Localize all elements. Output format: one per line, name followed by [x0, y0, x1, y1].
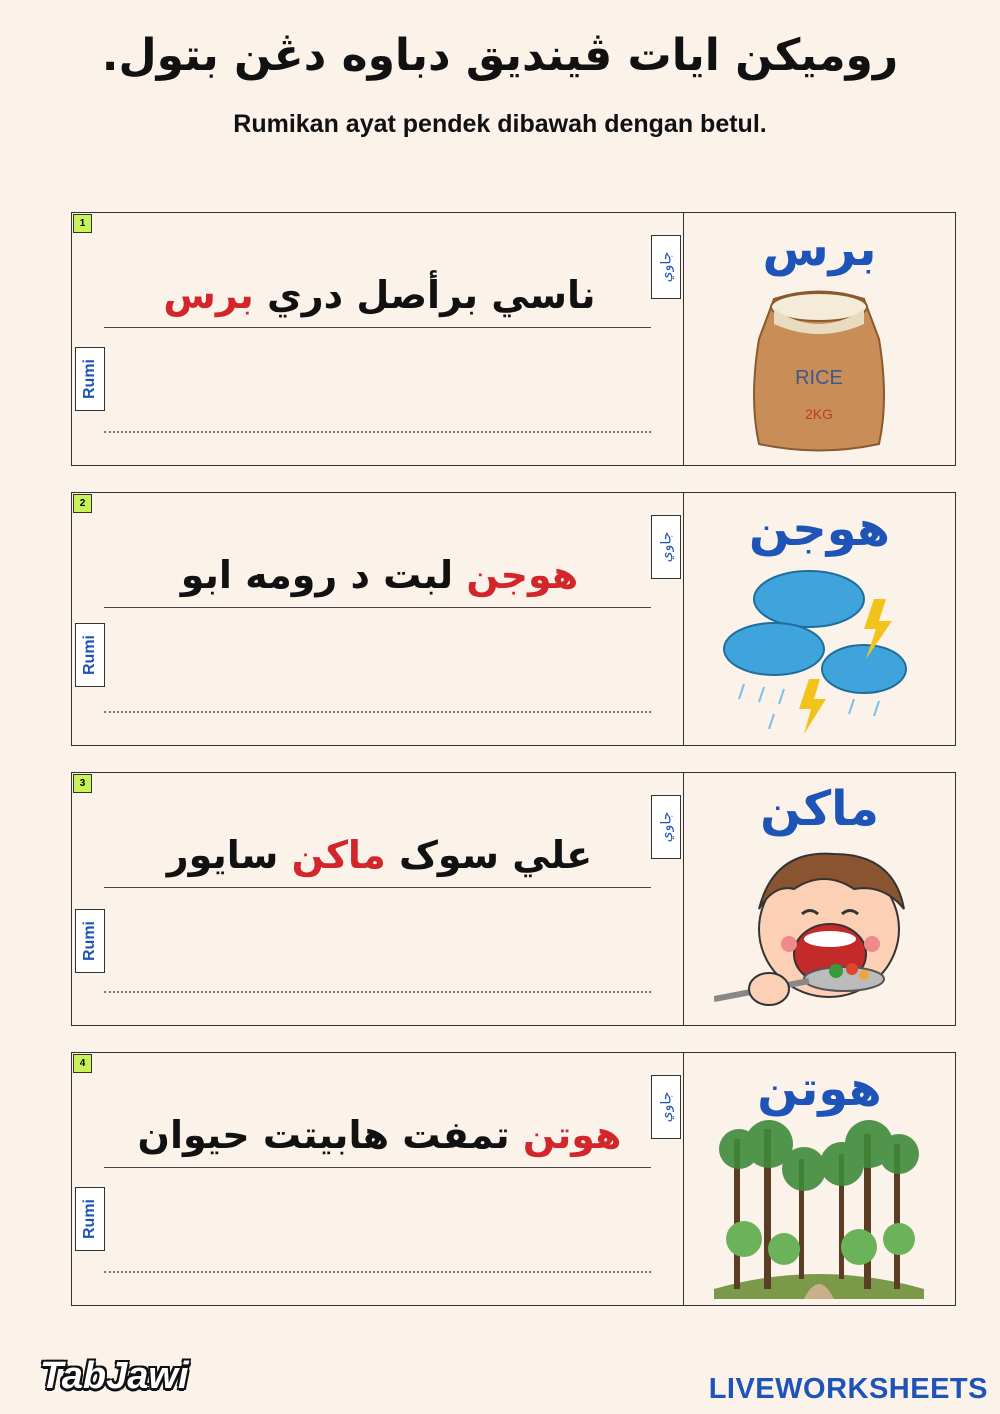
highlight-word: هوجن: [466, 553, 579, 597]
jawi-sentence: ناسي برأصل دري برس: [163, 273, 596, 317]
highlight-word: هوتن: [522, 1113, 622, 1157]
rumi-answer-input[interactable]: [112, 389, 651, 431]
vocab-word: برس: [762, 221, 877, 277]
rain-cloud-image: [714, 559, 924, 739]
jawi-tag: جاوي: [651, 795, 681, 859]
jawi-tag: جاوي: [651, 515, 681, 579]
jawi-sentence: هوتن تمفت هابيتت حيوان: [137, 1113, 622, 1157]
exercise-left-panel: [72, 773, 684, 1025]
exercise-card-2: [71, 492, 956, 746]
question-number: 3: [73, 774, 92, 793]
exercise-card-4: [71, 1052, 956, 1306]
rumi-tag: Rumi: [75, 623, 105, 687]
sentence-underline: [104, 327, 651, 328]
vocab-word: هوتن: [757, 1061, 882, 1117]
answer-line: [104, 431, 651, 433]
rumi-answer-input[interactable]: [112, 669, 651, 711]
page-title-rumi: Rumikan ayat pendek dibawah dengan betul.: [233, 110, 767, 138]
vocab-word: ماکن: [760, 781, 879, 837]
sentence-underline: [104, 607, 651, 608]
rumi-tag: Rumi: [75, 909, 105, 973]
highlight-word: برس: [163, 273, 254, 317]
question-number: 4: [73, 1054, 92, 1073]
exercise-left-panel: [72, 1053, 684, 1305]
jawi-tag: جاوي: [651, 1075, 681, 1139]
answer-line: [104, 711, 651, 713]
question-number: 1: [73, 214, 92, 233]
exercise-card-3: [71, 772, 956, 1026]
answer-line: [104, 991, 651, 993]
jawi-sentence: هوجن لبت د رومه ابو: [180, 553, 579, 597]
answer-line: [104, 1271, 651, 1273]
rumi-answer-input[interactable]: [112, 1229, 651, 1271]
jawi-tag: جاوي: [651, 235, 681, 299]
rumi-answer-input[interactable]: [112, 949, 651, 991]
highlight-word: ماکن: [291, 833, 386, 877]
sentence-underline: [104, 887, 651, 888]
exercise-card-1: [71, 212, 956, 466]
liveworksheets-logo: LIVEWORKSHEETS: [708, 1373, 988, 1405]
vocab-word: هوجن: [748, 501, 891, 557]
exercise-left-panel: [72, 493, 684, 745]
page-title-jawi: روميکن ايات ڤينديق دباوه دڠن بتول.: [101, 30, 899, 81]
jawi-sentence: علي سوک ماکن سايور: [166, 833, 593, 877]
exercise-left-panel: [72, 213, 684, 465]
sentence-underline: [104, 1167, 651, 1168]
rumi-tag: Rumi: [75, 347, 105, 411]
rumi-tag: Rumi: [75, 1187, 105, 1251]
svg-text:2KG: 2KG: [804, 406, 834, 422]
forest-image: [714, 1119, 924, 1299]
question-number: 2: [73, 494, 92, 513]
svg-text:RICE: RICE: [795, 367, 843, 389]
tabjawi-logo: TabJawi: [40, 1355, 189, 1397]
rice-sack-image: [714, 279, 924, 459]
boy-eating-image: [714, 839, 924, 1019]
